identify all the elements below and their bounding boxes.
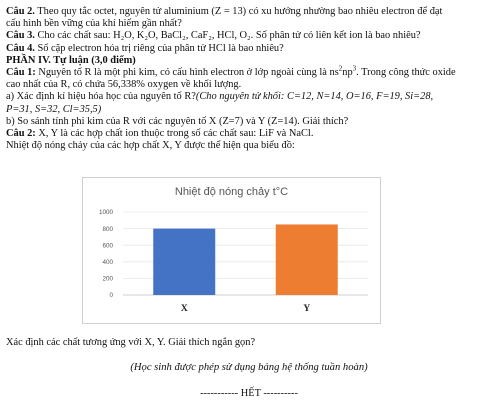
essay-question-1-label: Câu 1: <box>6 67 36 79</box>
question-4-label: Câu 4. <box>6 42 35 54</box>
question-3-text: Cho các chất sau: H₂O, K₂O, BaCl₂, CaF₂, HCl, O₂. Số phân tử có liên kết ion là bao nhiêu? <box>34 30 421 42</box>
question-after-chart: Xác định các chất tương ứng với X, Y. Giải thích ngắn gọn? <box>6 337 256 348</box>
essay-question-2-text: X, Y là các hợp chất ion thuộc trong số các chất sau: LiF và NaCl. <box>35 128 314 140</box>
question-3-label: Câu 3. <box>6 30 35 42</box>
question-2 <box>6 6 492 18</box>
essay-question-1a-text: a) Xác định kí hiệu hóa học của nguyên tố R? <box>6 91 196 103</box>
essay-question-1-text-a: Nguyên tố R là một phi kim, có cấu hình electron ở lớp ngoài cùng là ns <box>35 67 339 79</box>
essay-question-1-text-c: . Trong công thức oxide <box>356 67 456 79</box>
essay-question-1-text-b: np <box>342 67 353 79</box>
essay-question-2 <box>6 128 492 140</box>
bar-x <box>153 229 215 295</box>
question-3 <box>6 30 492 42</box>
question-2-line2: cấu hình bền vững của khí hiếm gần nhất? <box>6 18 182 30</box>
part-4-heading: PHẦN IV. Tự luận (3,0 điểm) <box>6 54 136 66</box>
essay-question-1 <box>6 64 492 79</box>
y-tick-label: 0 <box>109 292 113 300</box>
essay-question-2-label: Câu 2: <box>6 128 36 140</box>
melting-point-chart <box>82 177 381 324</box>
end-marker: ----------- HẾT ---------- <box>200 388 298 399</box>
x-category-label: Y <box>303 304 311 314</box>
superscript: 2 <box>338 64 343 73</box>
y-tick-label: 400 <box>102 259 113 266</box>
question-2-label: Câu 2. <box>6 6 35 17</box>
question-4-text: Số cặp electron hóa trị riêng của phân tử HCl là bao nhiêu? <box>34 42 284 54</box>
essay-question-1b: b) So sánh tính phi kim của R với các nguyên tố X (Z=7) và Y (Z=14). Giải thích? <box>6 115 349 127</box>
chart-title: Nhiệt độ nóng chảy t°C <box>174 186 289 198</box>
question-2-text: Theo quy tắc octet, nguyên tử aluminium (Z = 13) có xu hướng nhường bao nhiêu electron để đạt <box>34 6 443 17</box>
y-tick-label: 1000 <box>98 209 113 217</box>
y-tick-label: 600 <box>102 242 113 250</box>
question-4 <box>6 43 492 55</box>
essay-question-2-line2: Nhiệt độ nóng chảy của các hợp chất X, Y được thể hiện qua biểu đồ: <box>6 140 295 152</box>
chart-plot <box>83 178 380 323</box>
essay-question-1a <box>6 91 492 103</box>
essay-question-1-line2: cao nhất của R, có chứa 56,338% oxygen về khối lượng. <box>6 79 242 91</box>
y-tick-label: 200 <box>102 275 113 283</box>
bar-y <box>276 224 338 295</box>
superscript: 3 <box>352 64 357 73</box>
x-category-label: X <box>180 304 188 314</box>
footer-note: (Học sinh được phép sử dụng bảng hệ thống tuần hoàn) <box>130 362 368 373</box>
atomic-mass-note: (Cho nguyên tử khối: C=12, N=14, O=16, F=19, Si=28, <box>195 91 434 103</box>
exam-page <box>6 6 492 152</box>
y-tick-label: 800 <box>102 225 113 233</box>
atomic-mass-note-line2: P=31, S=32, Cl=35,5) <box>6 103 102 115</box>
